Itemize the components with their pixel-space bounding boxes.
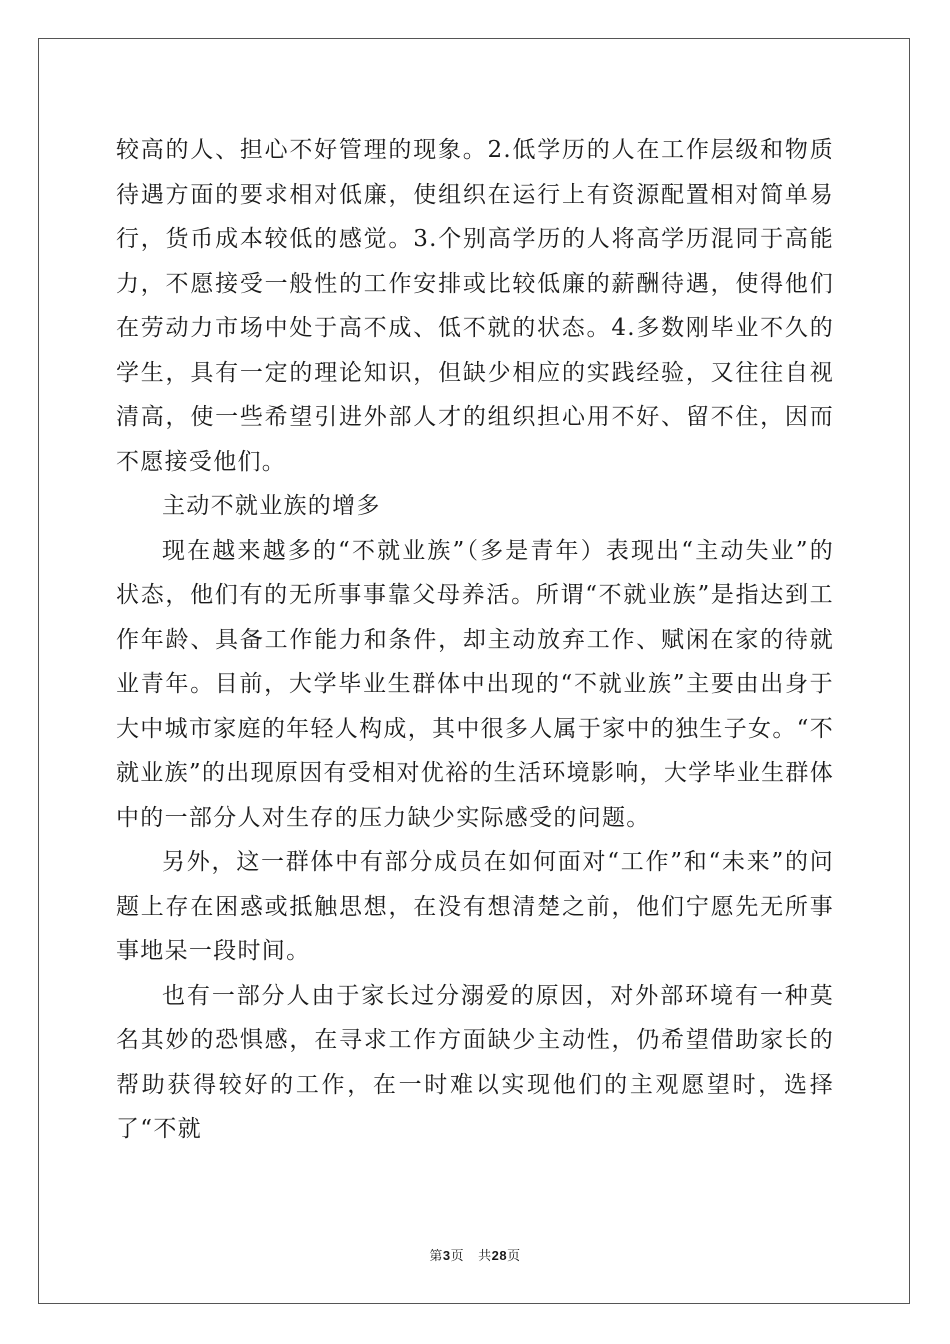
paragraph: 现在越来越多的“不就业族”（多是青年）表现出“主动失业”的状态，他们有的无所事事靠父母养活。所谓“不就业族”是指达到工作年龄、具备工作能力和条件，却主动放弃工作、赋闲在家的待就业青年。目前，大学毕业生群体中出现的“不就业族”主要由出身于大中城市家庭的年轻人构成，其中很多人属于家中的独生子女。“不就业族”的出现原因有受相对优裕的生活环境影响，大学毕业生群体中的一部分人对生存的压力缺少实际感受的问题。 (116, 537, 834, 831)
document-body (116, 128, 834, 1152)
total-pages: 28 (491, 1248, 508, 1263)
section-heading: 主动不就业族的增多 (162, 493, 381, 519)
paragraph: 另外，这一群体中有部分成员在如何面对“工作”和“未来”的问题上存在困惑或抵触思想，在没有想清楚之前，他们宁愿先无所事事地呆一段时间。 (116, 849, 834, 964)
page-number: 3 (442, 1248, 451, 1263)
total-suffix: 页 (507, 1249, 521, 1264)
paragraph: 也有一部分人由于家长过分溺爱的原因，对外部环境有一种莫名其妙的恐惧感，在寻求工作方面缺少主动性，仍希望借助家长的帮助获得较好的工作，在一时难以实现他们的主观愿望时，选择了“不就 (116, 982, 834, 1142)
page-footer (0, 1245, 950, 1264)
page-suffix: 页 (450, 1249, 465, 1264)
page-prefix: 第 (429, 1249, 443, 1264)
total-prefix: 共 (478, 1249, 492, 1264)
paragraph-continuation: 较高的人、担心不好管理的现象。2.低学历的人在工作层级和物质待遇方面的要求相对低廉，使组织在运行上有资源配置相对简单易行，货币成本较低的感觉。3.个别高学历的人将高学历混同于高能力，不愿接受一般性的工作安排或比较低廉的薪酬待遇，使得他们在劳动力市场中处于高不成、低不就的状态。4.多数刚毕业不久的学生，具有一定的理论知识，但缺少相应的实践经验，又往往自视清高，使一些希望引进外部人才的组织担心用不好、留不住，因而不愿接受他们。 (116, 137, 834, 475)
